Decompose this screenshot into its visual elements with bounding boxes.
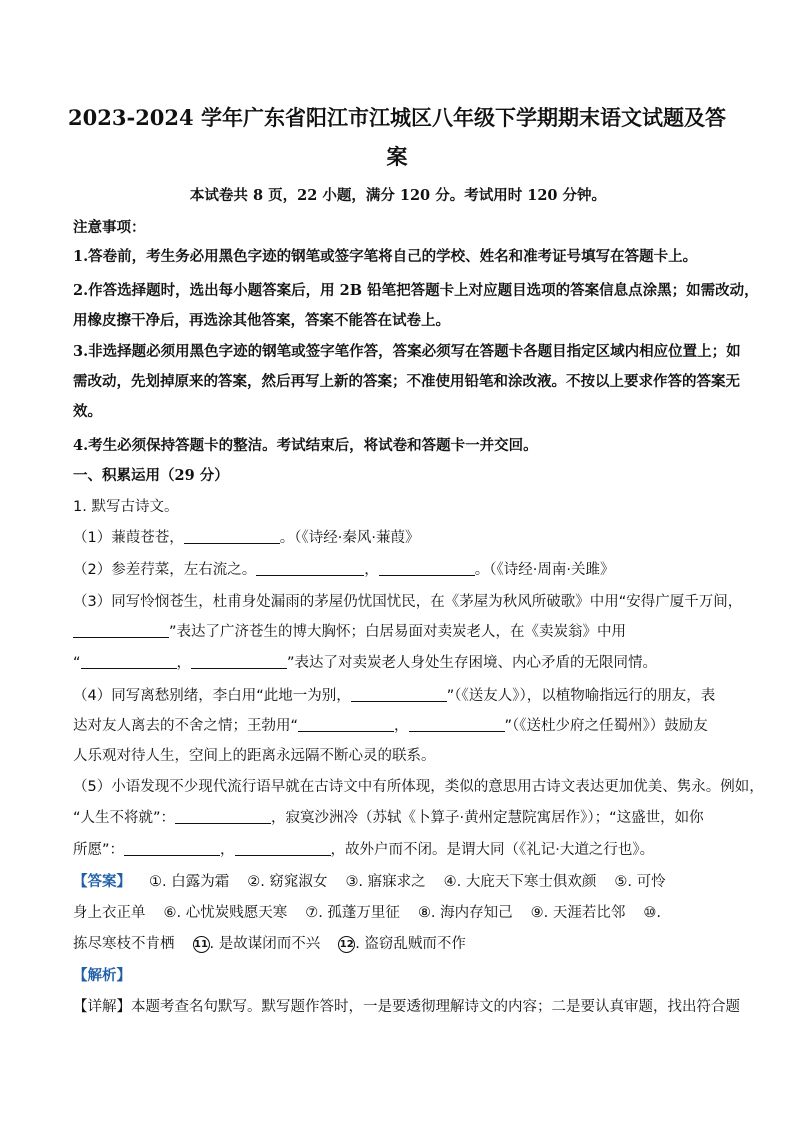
answer-item: ⑧. 海内存知己 (417, 905, 513, 921)
answer-item: ⑤. 可怜 (614, 874, 666, 890)
question-1-part-5-line-1: （5）小语发现不少现代流行语早就在古诗文中有所体现，类似的意思用古诗文表达更加优美、隽永。例如， (73, 779, 764, 795)
part-4-text-b2: ， (394, 718, 409, 734)
note-3-line-2: 需改动，先划掉原来的答案，然后再写上新的答案；不准使用铅笔和涂改液。不按以上要求作答的答案无 (73, 373, 740, 390)
part-2-text-c: 。（《诗经·周南·关雎》 (474, 562, 615, 578)
answer-blank (379, 560, 475, 576)
part-5-text-b1: “人生不将就”： (73, 810, 176, 826)
part-2-text-b: ， (364, 562, 379, 578)
answer-blank (351, 686, 447, 702)
note-4: 4.考生必须保持答题卡的整洁。考试结束后，将试卷和答题卡一并交回。 (73, 437, 538, 454)
answer-item: ⑥. 心忧炭贱愿天寒 (163, 905, 288, 921)
section-heading: 一、积累运用（29 分） (73, 467, 229, 484)
exam-subtitle: 本试卷共 8 页，22 小题，满分 120 分。考试用时 120 分钟。 (189, 187, 607, 204)
note-2-line-2: 用橡皮擦干净后，再选涂其他答案，答案不能答在试卷上。 (73, 312, 450, 329)
answer-line-3 (73, 934, 723, 954)
question-1-part-2 (73, 560, 723, 580)
part-5-text-c1: 所愿”： (73, 842, 125, 858)
question-1-part-5-line-2 (73, 808, 723, 828)
part-3-text-c1: “ (73, 655, 81, 671)
question-1-part-4-line-3: 人乐观对待人生，空间上的距离永远隔不断心灵的联系。 (73, 748, 436, 764)
document-title-line-2: 案 (386, 144, 408, 169)
answer-item: ⑦. 孤蓬万里征 (305, 905, 400, 921)
question-1-part-3-line-2 (73, 622, 723, 642)
answer-item: 拣尽寒枝不肯栖 (73, 936, 175, 952)
notes-heading: 注意事项： (73, 219, 146, 236)
question-1-part-4-line-2 (73, 716, 723, 736)
answer-blank (81, 653, 177, 669)
part-3-text-b: ”表达了广济苍生的博大胸怀；白居易面对卖炭老人，在《卖炭翁》中用 (169, 624, 627, 640)
analysis-detail (73, 997, 740, 1017)
answer-line-1 (73, 872, 723, 892)
answer-item: ⑩. (643, 905, 661, 921)
analysis-tag: 【解析】 (73, 968, 131, 984)
answer-blank (124, 840, 220, 856)
detail-label: 【详解】 (73, 999, 131, 1015)
part-4-text-b3: ”（《送杜少府之任蜀州》）鼓励友 (504, 718, 708, 734)
answer-blank (409, 716, 505, 732)
circled-number-11: 11 (193, 936, 210, 953)
analysis-label (73, 966, 723, 986)
part-3-text-c3: ”表达了对卖炭老人身处生存困境、内心矛盾的无限同情。 (287, 655, 658, 671)
answer-blank (191, 653, 287, 669)
answer-item: ①. 白露为霜 (149, 874, 230, 890)
circled-number-12: 12 (338, 936, 355, 953)
answer-blank (73, 622, 169, 638)
part-2-text-a: （2）参差荇菜，左右流之。 (73, 562, 257, 578)
note-3-line-3: 效。 (73, 403, 102, 420)
question-1-part-5-line-3 (73, 840, 723, 860)
answer-item: 身上衣正单 (73, 905, 146, 921)
answer-item: . 盗窃乱贼而不作 (355, 936, 466, 952)
answer-blank (184, 528, 280, 544)
answer-item: ⑨. 天涯若比邻 (530, 905, 626, 921)
note-3-line-1: 3.非选择题必须用黑色字迹的钢笔或签字笔作答，答案必须写在答题卡各题目指定区域内相应位置上；如 (73, 343, 741, 360)
answer-item: . 是故谋闭而不兴 (209, 936, 321, 952)
answer-item: ③. 寤寐求之 (345, 874, 426, 890)
answer-blank (235, 840, 331, 856)
question-1-stem: 1. 默写古诗文。 (73, 499, 179, 515)
note-1: 1.答卷前，考生务必用黑色字迹的钢笔或签字笔将自己的学校、姓名和准考证号填写在答题卡上。 (73, 248, 698, 265)
part-4-text-b1: 达对友人离去的不舍之情；王勃用“ (73, 718, 299, 734)
part-4-text-a2: ”（《送友人》），以植物喻指远行的朋友，表 (446, 688, 716, 704)
part-5-text-c2: ， (220, 842, 235, 858)
document-title-line-1: 2023-2024 学年广东省阳江市江城区八年级下学期期末语文试题及答 (68, 105, 726, 130)
answer-line-2 (73, 903, 723, 923)
answer-blank (298, 716, 394, 732)
answer-label: 【答案】 (73, 874, 131, 890)
answer-item: ④. 大庇天下寒士俱欢颜 (443, 874, 597, 890)
part-1-text-b: 。（《诗经·秦风·蒹葭》 (279, 530, 420, 546)
question-1-part-1 (73, 528, 723, 548)
part-5-text-c3: ，故外户而不闭。是谓大同（《礼记·大道之行也》。 (330, 842, 655, 858)
part-1-text-a: （1）蒹葭苍苍， (73, 530, 184, 546)
detail-text: 本题考查名句默写。默写题作答时，一是要透彻理解诗文的内容；二是要认真审题，找出符合题 (131, 999, 740, 1015)
note-2-line-1: 2.作答选择题时，选出每小题答案后，用 2B 铅笔把答题卡上对应题目选项的答案信息点涂黑；如需改动， (73, 282, 759, 299)
answer-blank (175, 808, 271, 824)
answer-item: ②. 窈窕淑女 (247, 874, 328, 890)
part-4-text-a1: （4）同写离愁别绪，李白用“此地一为别， (73, 688, 351, 704)
question-1-part-3-line-3 (73, 653, 723, 673)
part-5-text-b2: ，寂寞沙洲冷（苏轼《卜算子·黄州定慧院寓居作》）；“这盛世，如你 (271, 810, 704, 826)
question-1-part-4-line-1 (73, 686, 723, 706)
part-3-text-c2: ， (176, 655, 192, 671)
question-1-part-3-line-1: （3）同写怜悯苍生，杜甫身处漏雨的茅屋仍忧国忧民，在《茅屋为秋风所破歌》中用“安得广厦千万间， (73, 594, 743, 610)
answer-blank (256, 560, 364, 576)
